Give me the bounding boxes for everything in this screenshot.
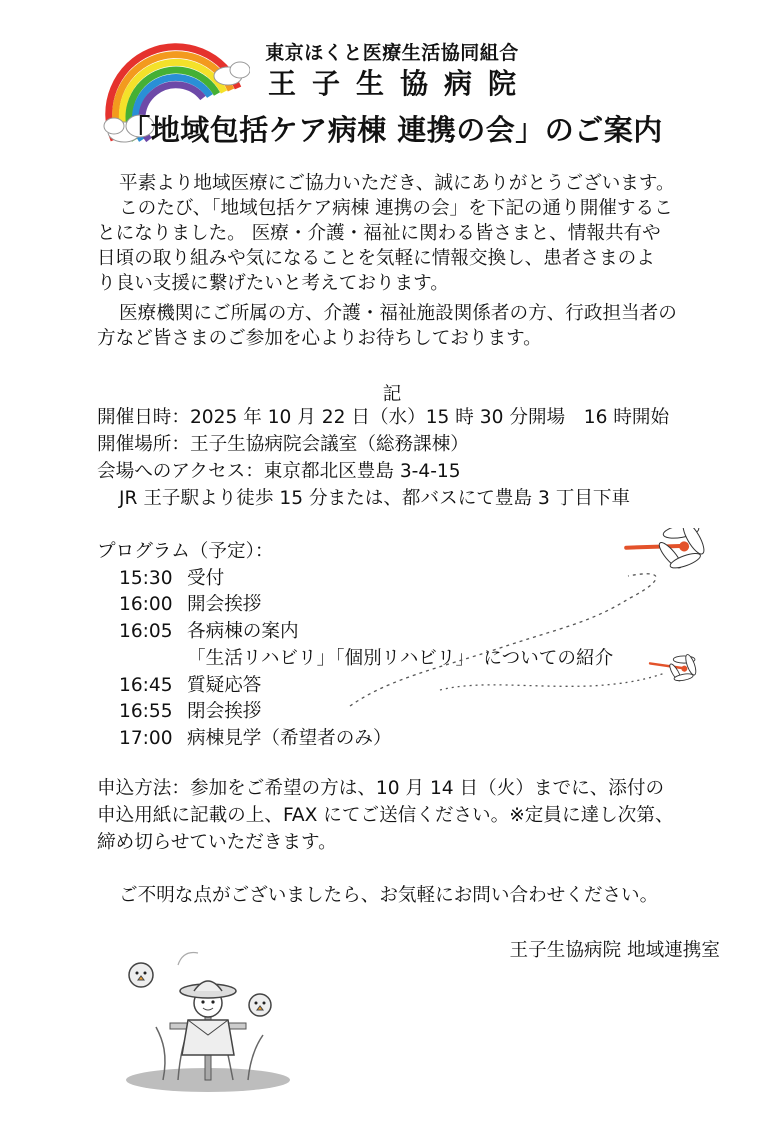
program-time: 16:05 [119,621,173,642]
event-access: 会場へのアクセス：東京都北区豊島 3-4-15 [97,461,461,482]
program-item [119,566,224,591]
program-heading: プログラム（予定）： [97,541,274,562]
intro-line: このたび、「地域包括ケア病棟 連携の会」を下記の通り開催するこ [119,198,673,219]
intro-line: り良い支援に繋げたいと考えております。 [97,273,449,294]
program-label: 質疑応答 [187,675,262,696]
program-label: 閉会挨拶 [187,701,262,722]
program-time: 15:30 [119,568,173,589]
program-time: 17:00 [119,728,173,749]
organization-name: 東京ほくと医療生活協同組合 [265,42,519,64]
dragonfly-illustration [330,528,750,718]
intro-line: 医療機関にご所属の方、介護・福祉施設関係者の方、行政担当者の [119,303,677,324]
application-line: 申込用紙に記載の上、FAX にてご送信ください。※定員に達し次第、 [97,805,674,826]
program-label: 「生活リハビリ」「個別リハビリ」 についての紹介 [187,648,614,669]
program-label: 各病棟の案内 [187,621,299,642]
ki-heading: 記 [382,384,402,405]
application-line: 申込方法：参加をご希望の方は、10 月 14 日（火）までに、添付の [97,778,665,799]
dragonfly-icon [648,638,705,690]
closing-text: ご不明な点がございましたら、お気軽にお問い合わせください。 [119,885,659,906]
dragonfly-icon [624,528,716,580]
intro-line: 平素より地域医療にご協力いただき、誠にありがとうございます。 [119,173,675,194]
program-item [119,592,261,617]
intro-line: 日頃の取り組みや気になることを気軽に情報交換し、患者さまのよ [97,248,655,269]
hospital-name: 王子生協病院 [267,67,532,100]
scarecrow-illustration [108,945,293,1095]
program-label: 受付 [187,568,225,589]
intro-line: とになりました。 医療・介護・福祉に関わる皆さまと、情報共有や [97,223,661,244]
page-title: 「地域包括ケア病棟 連携の会」のご案内 [121,113,663,147]
event-access-detail: JR 王子駅より徒歩 15 分または、都バスにて豊島 3 丁目下車 [119,488,631,509]
program-item [119,673,261,698]
program-item [119,619,299,644]
event-datetime: 開催日時：2025 年 10 月 22 日（水）15 時 30 分開場 16 時開始 [97,407,670,428]
program-item [119,726,392,751]
event-place: 開催場所：王子生協病院会議室（総務課棟） [97,434,469,455]
program-item [119,699,261,724]
program-time: 16:55 [119,701,173,722]
program-label: 開会挨拶 [187,594,262,615]
program-time: 16:00 [119,594,173,615]
application-line: 締め切らせていただきます。 [97,832,337,853]
signature: 王子生協病院 地域連携室 [509,940,720,961]
program-label: 病棟見学（希望者のみ） [187,728,392,749]
program-time: 16:45 [119,675,173,696]
intro-line: 方など皆さまのご参加を心よりお待ちしております。 [97,328,542,349]
